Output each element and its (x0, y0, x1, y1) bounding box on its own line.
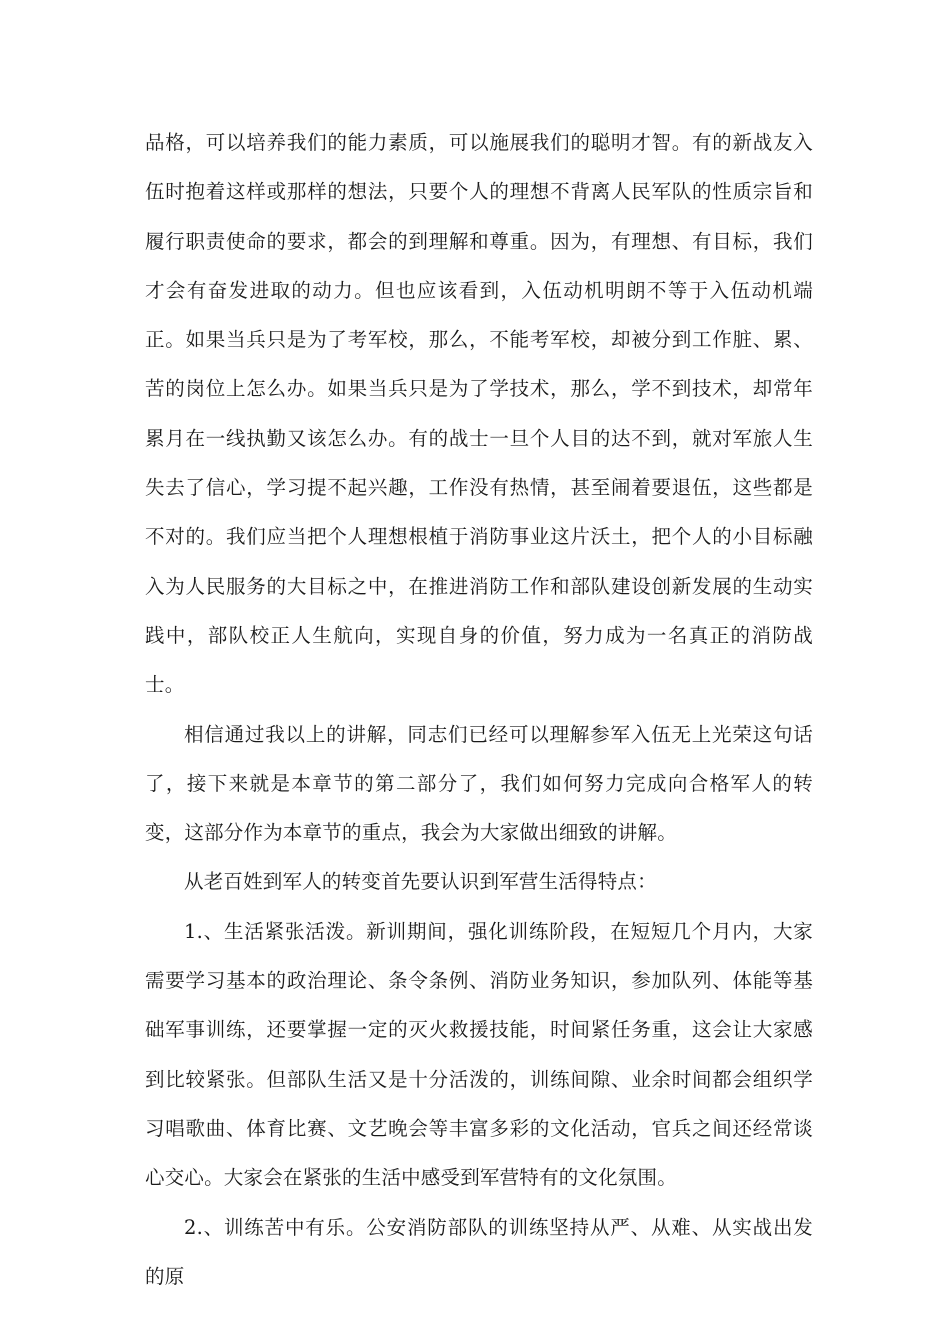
paragraph-motivation: 品格，可以培养我们的能力素质，可以施展我们的聪明才智。有的新战友入伍时抱着这样或那样的想法，只要个人的理想不背离人民军队的性质宗旨和履行职责使命的要求，都会的到理解和尊重。因为，有理想、有目标，我们才会有奋发进取的动力。但也应该看到，入伍动机明朗不等于入伍动机端正。如果当兵只是为了考军校，那么，不能考军校，却被分到工作脏、累、苦的岗位上怎么办。如果当兵只是为了学技术，那么，学不到技术，却常年累月在一线执勤又该怎么办。有的战士一旦个人目的达不到，就对军旅人生失去了信心，学习提不起兴趣，工作没有热情，甚至闹着要退伍，这些都是不对的。我们应当把个人理想根植于消防事业这片沃土，把个人的小目标融入为人民服务的大目标之中，在推进消防工作和部队建设创新发展的生动实践中，部队校正人生航向，实现自身的价值，努力成为一名真正的消防战士。 (145, 131, 813, 697)
paragraph-camp-life-intro: 从老百姓到军人的转变首先要认识到军营生活得特点： (184, 870, 657, 894)
paragraph-point-1: 1.、生活紧张活泼。新训期间，强化训练阶段，在短短几个月内，大家需要学习基本的政治理论、条令条例、消防业务知识，参加队列、体能等基础军事训练，还要掌握一定的灭火救援技能，时间紧任务重，这会让大家感到比较紧张。但部队生活又是十分活泼的，训练间隙、业余时间都会组织学习唱歌曲、体育比赛、文艺晚会等丰富多彩的文化活动，官兵之间还经常谈心交心。大家会在紧张的生活中感受到军营特有的文化氛围。 (145, 919, 813, 1190)
paragraph-point-2: 2.、训练苦中有乐。公安消防部队的训练坚持从严、从难、从实战出发的原 (145, 1215, 813, 1288)
paragraph-transition: 相信通过我以上的讲解，同志们已经可以理解参军入伍无上光荣这句话了，接下来就是本章节的第二部分了，我们如何努力完成向合格军人的转变，这部分作为本章节的重点，我会为大家做出细致的讲解。 (145, 722, 813, 845)
document-page (145, 118, 813, 1301)
